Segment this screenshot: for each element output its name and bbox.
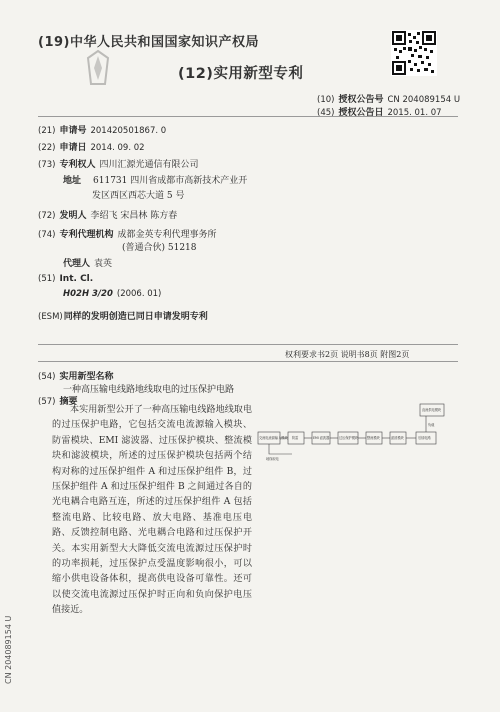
diagram-emi-label: EMI 滤波器 <box>313 436 330 440</box>
inventors: (72) 发明人 李绍飞 宋昌林 陈方春 <box>38 211 178 221</box>
pages-info: 权利要求书2页 说明书8页 附图2页 <box>285 350 410 359</box>
diagram-ovp-label: 过压保护模块 <box>339 436 359 440</box>
cnipa-logo <box>78 48 118 88</box>
office-header: (19)中华人民共和国国家知识产权局 <box>38 35 259 50</box>
diagram-arrester-label: 防雷 <box>292 436 299 440</box>
diagram-filter-label: 滤波模块 <box>391 436 404 440</box>
diagram-top-box-label: 直流供电模块 <box>422 408 442 412</box>
patent-owner: (73) 专利权人 四川汇源光通信有限公司 <box>38 160 199 170</box>
document-type: (12)实用新型专利 <box>178 66 304 82</box>
diagram-ground-label: 地线取电 <box>266 457 279 461</box>
block-diagram <box>252 398 452 498</box>
diagram-output-label: 后续电路 <box>418 436 431 440</box>
publication-date: (45) 授权公告日 2015. 01. 07 <box>317 108 442 118</box>
utility-model-title: 一种高压输电线路地线取电的过压保护电路 <box>63 385 235 395</box>
owner-address: 地址 611731 四川省成都市高新技术产业开 <box>63 176 248 186</box>
side-publication-number: CN 204089154 U <box>4 615 13 684</box>
agent: 代理人 袁英 <box>63 259 113 269</box>
int-cl-class: H02H 3/20 (2006. 01) <box>63 289 162 299</box>
diagram-load-label: 负载 <box>428 423 435 427</box>
diagram-input-label: 交流电流源输入模块 <box>259 436 288 440</box>
diagram-rect-label: 整流模块 <box>367 436 380 440</box>
application-number: (21) 申请号 201420501867. 0 <box>38 126 167 136</box>
patent-agency: (74) 专利代理机构 成都金英专利代理事务所 <box>38 230 217 240</box>
utility-model-title-label: (54) 实用新型名称 <box>38 372 114 382</box>
owner-address-line2: 发区西区西芯大道 5 号 <box>92 191 185 201</box>
int-cl: (51) Int. Cl. <box>38 274 94 284</box>
pages-rule-bottom <box>38 361 458 362</box>
pages-rule <box>38 344 458 345</box>
header-rule <box>38 116 458 117</box>
esm-note: (ESM) 同样的发明创造已同日申请发明专利 <box>38 312 208 322</box>
patent-agency-line2: (普通合伙) 51218 <box>122 243 197 253</box>
publication-number: (10) 授权公告号 CN 204089154 U <box>317 95 461 105</box>
diagram-ground-line <box>269 444 292 454</box>
application-date: (22) 申请日 2014. 09. 02 <box>38 143 145 153</box>
qr-code[interactable] <box>391 30 437 76</box>
abstract-label: (57) 摘要 <box>38 397 78 407</box>
abstract-text: 本实用新型公开了一种高压输电线路地线取电的过压保护电路，它包括交流电流源输入模块、防雷模块、EMI 滤波器、过压保护模块、整流模块和滤波模块，所述的过压保护模块包括两个结构对称的过压保护组件 A 和过压保护组件 B，过压保护组件 A 和过压保护组件 B 之间通过各自的光电耦合电路互连，所述的过压保护组件 A 包括整流电路、比较电路、放大电路、基准电压电路、反馈控制电路、光电耦合电路和过压保护开关。本实用新型大大降低交流电流源过压保护时的功率损耗，过压保护点受温度影响很小，可以缩小供电设备体积，提高供电设备可靠性。还可以使交流电流源过压保护时正向和负向保护电压值接近。 <box>52 405 252 616</box>
